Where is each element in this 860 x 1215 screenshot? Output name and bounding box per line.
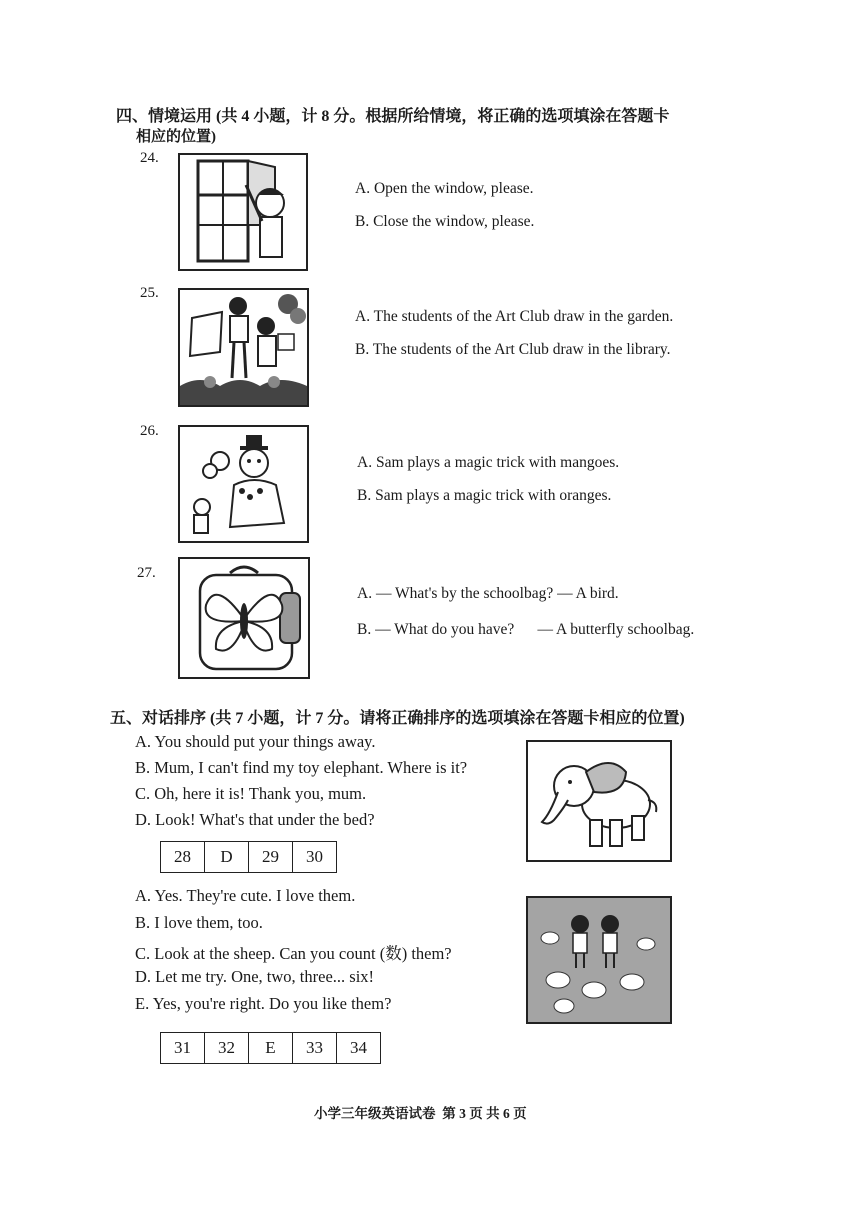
option-26a[interactable]: A. Sam plays a magic trick with mangoes. — [357, 454, 620, 471]
section5-title: 五、对话排序 (共 7 小题，计 7 分。请将正确排序的选项填涂在答题卡相应的位置) — [110, 710, 685, 727]
order-cell[interactable]: 34 — [337, 1033, 381, 1064]
dialog1-order-table — [160, 841, 337, 873]
option-27a[interactable]: A. — What's by the schoolbag? — A bird. — [357, 585, 619, 602]
picture-magic-trick — [178, 425, 309, 543]
order-cell: D — [205, 842, 249, 873]
picture-butterfly-schoolbag — [178, 557, 310, 679]
order-cell: E — [249, 1033, 293, 1064]
dialog1-line-b: B. Mum, I can't find my toy elephant. Where is it? — [135, 758, 468, 777]
dialog1-line-c: C. Oh, here it is! Thank you, mum. — [135, 784, 367, 803]
page-footer: 小学三年级英语试卷 第 3 页 共 6 页 — [314, 1106, 527, 1121]
dialog2-order-table — [160, 1032, 381, 1064]
question-number-25: 25. — [140, 285, 159, 301]
picture-toy-elephant — [526, 740, 672, 862]
elephant-illustration — [528, 742, 670, 860]
question-number-24: 24. — [140, 150, 159, 166]
dialog1-line-d: D. Look! What's that under the bed? — [135, 810, 375, 829]
option-25a[interactable]: A. The students of the Art Club draw in the garden. — [355, 308, 674, 325]
option-24a[interactable]: A. Open the window, please. — [355, 180, 534, 197]
dialog2-line-b: B. I love them, too. — [135, 913, 263, 932]
order-cell[interactable]: 31 — [161, 1033, 205, 1064]
order-cell[interactable]: 30 — [293, 842, 337, 873]
option-26b[interactable]: B. Sam plays a magic trick with oranges. — [357, 487, 612, 504]
dialog1-line-a: A. You should put your things away. — [135, 732, 376, 751]
section4-title: 四、情境运用 (共 4 小题，计 8 分。根据所给情境，将正确的选项填涂在答题卡 — [116, 108, 670, 125]
order-cell[interactable]: 32 — [205, 1033, 249, 1064]
question-number-27: 27. — [137, 565, 156, 581]
window-illustration — [180, 155, 306, 269]
picture-art-club-garden — [178, 288, 309, 407]
sheep-field-illustration — [528, 898, 670, 1022]
section4-title-continued: 相应的位置) — [136, 129, 216, 145]
option-25b[interactable]: B. The students of the Art Club draw in the library. — [355, 341, 671, 358]
dialog2-line-d: D. Let me try. One, two, three... six! — [135, 967, 375, 986]
option-24b[interactable]: B. Close the window, please. — [355, 213, 535, 230]
picture-open-window — [178, 153, 308, 271]
order-cell[interactable]: 33 — [293, 1033, 337, 1064]
order-cell[interactable]: 29 — [249, 842, 293, 873]
option-27b[interactable]: B. — What do you have? — A butterfly schoolbag. — [357, 621, 695, 638]
order-cell[interactable]: 28 — [161, 842, 205, 873]
picture-children-sheep — [526, 896, 672, 1024]
butterfly-schoolbag-illustration — [180, 559, 308, 677]
dialog2-line-a: A. Yes. They're cute. I love them. — [135, 886, 356, 905]
magic-trick-illustration — [180, 427, 307, 541]
dialog2-line-e: E. Yes, you're right. Do you like them? — [135, 994, 392, 1013]
dialog2-line-c: C. Look at the sheep. Can you count (数) them? — [135, 944, 452, 963]
question-number-26: 26. — [140, 423, 159, 439]
garden-drawing-illustration — [180, 290, 307, 405]
